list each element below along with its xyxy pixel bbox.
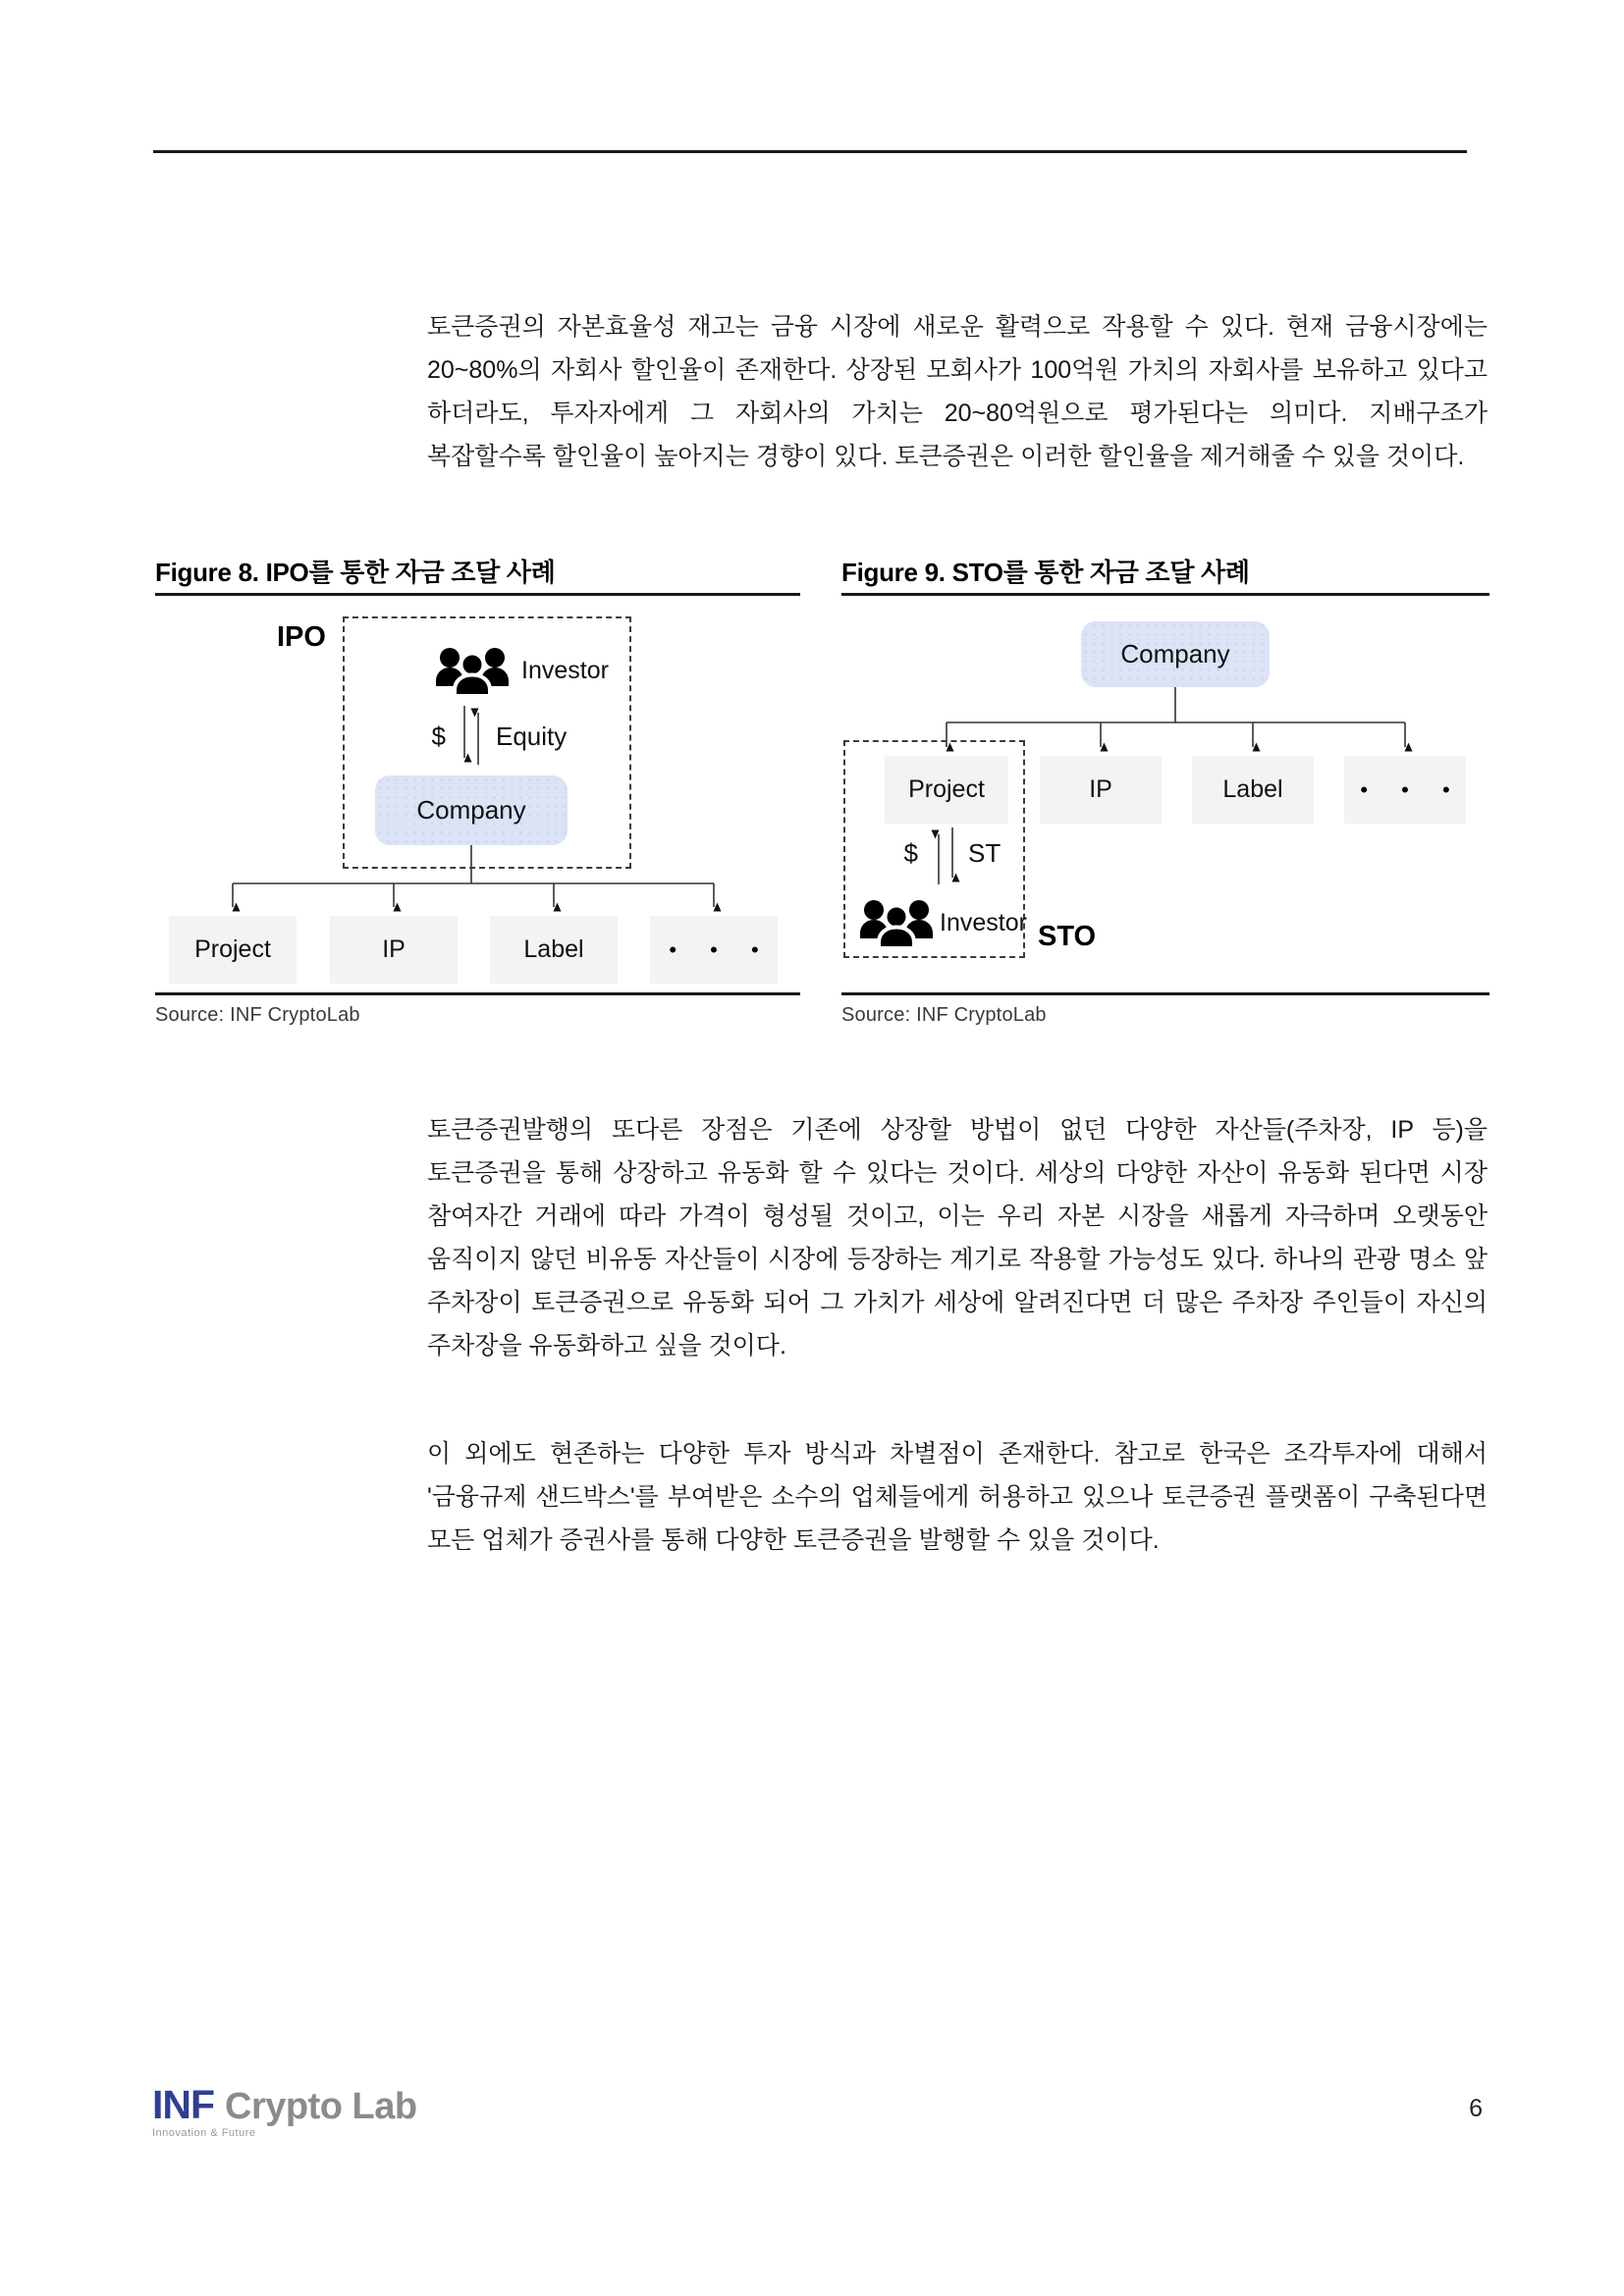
st-flow-label: ST xyxy=(968,838,1001,868)
logo-tagline: Innovation & Future xyxy=(152,2127,256,2139)
investor-label: Investor xyxy=(940,909,1027,936)
sto-tag-label: STO xyxy=(1038,921,1097,952)
company-box xyxy=(375,775,568,845)
subsidiary-box-ellipsis: • • • xyxy=(650,916,778,984)
investor-group-icon xyxy=(858,899,935,948)
figure-9-bottom-rule xyxy=(841,992,1489,995)
investor-group-icon xyxy=(434,647,511,696)
cash-flow-label: $ xyxy=(431,721,446,751)
body-paragraph-3: 이 외에도 현존하는 다양한 투자 방식과 차별점이 존재한다. 참고로 한국은 조각투자에 대해서 '금융규제 샌드박스'를 부여받은 소수의 업체들에게 허용하고 있으나 토큰증권 플랫폼이 구축된다면 모든 업체가 증권사를 통해 다양한 토큰증권을 발행할 수 있을 것이다. xyxy=(427,1440,1488,1554)
page-number: 6 xyxy=(1469,2095,1483,2122)
logo-row xyxy=(152,2082,417,2127)
figure-9-diagram xyxy=(841,596,1489,992)
subsidiary-box-project: Project xyxy=(885,756,1008,824)
figure-8-diagram xyxy=(155,596,800,992)
body-paragraph-2: 토큰증권발행의 또다른 장점은 기존에 상장할 방법이 없던 다양한 자산들(주차장, IP 등)을 토큰증권을 통해 상장하고 유동화 할 수 있다는 것이다. 세상의 다양한 자산이 유동화 된다면 시장 참여자간 거래에 따라 가격이 형성될 것이고, 이는 우리 자본 시장을 새롭게 자극하며 오랫동안 움직이지 않던 비유동 자산들이 시장에 등장하는 계기로 작용할 가능성도 있다. 하나의 관광 명소 앞 주차장이 토큰증권으로 유동화 되어 그 가치가 세상에 알려진다면 더 많은 주차장 주인들이 자신의 주차장을 유동화하고 싶을 것이다. xyxy=(427,1116,1488,1360)
figure-8-bottom-rule xyxy=(155,992,800,995)
company-label: Company xyxy=(416,795,526,825)
logo-cryptolab-text: Crypto Lab xyxy=(225,2086,417,2127)
company-box xyxy=(1081,621,1270,687)
company-logo xyxy=(152,2082,417,2139)
figure-9-title: Figure 9. STO를 통한 자금 조달 사례 xyxy=(841,558,1250,587)
figure-8-ipo xyxy=(155,556,800,1027)
subsidiary-box-label: Label xyxy=(1192,756,1314,824)
equity-flow-label: Equity xyxy=(496,721,568,751)
figure-8-title: Figure 8. IPO를 통한 자금 조달 사례 xyxy=(155,558,556,587)
subsidiary-box-project: Project xyxy=(169,916,297,984)
logo-inf-text: INF xyxy=(152,2082,215,2127)
figure-8-source: Source: INF CryptoLab xyxy=(155,1004,360,1026)
subsidiary-box-label: Label xyxy=(490,916,618,984)
subsidiary-box-ellipsis: • • • xyxy=(1344,756,1466,824)
ipo-tag-label: IPO xyxy=(277,621,326,653)
page-top-rule xyxy=(153,150,1467,153)
figure-9-sto xyxy=(841,556,1489,1027)
body-paragraph-1: 토큰증권의 자본효율성 재고는 금융 시장에 새로운 활력으로 작용할 수 있다. 현재 금융시장에는 20~80%의 자회사 할인율이 존재한다. 상장된 모회사가 100억원 가치의 자회사를 보유하고 있다고 하더라도, 투자자에게 그 자회사의 가치는 20~80억원으로 평가된다는 의미다. 지배구조가 복잡할수록 할인율이 높아지는 경향이 있다. 토큰증권은 이러한 할인율을 제거해줄 수 있을 것이다. xyxy=(427,313,1488,470)
investor-label: Investor xyxy=(521,657,609,684)
company-label: Company xyxy=(1120,639,1230,668)
subsidiary-box-ip: IP xyxy=(330,916,458,984)
cash-flow-label: $ xyxy=(903,838,918,868)
figure-9-source: Source: INF CryptoLab xyxy=(841,1004,1047,1026)
subsidiary-box-ip: IP xyxy=(1040,756,1162,824)
